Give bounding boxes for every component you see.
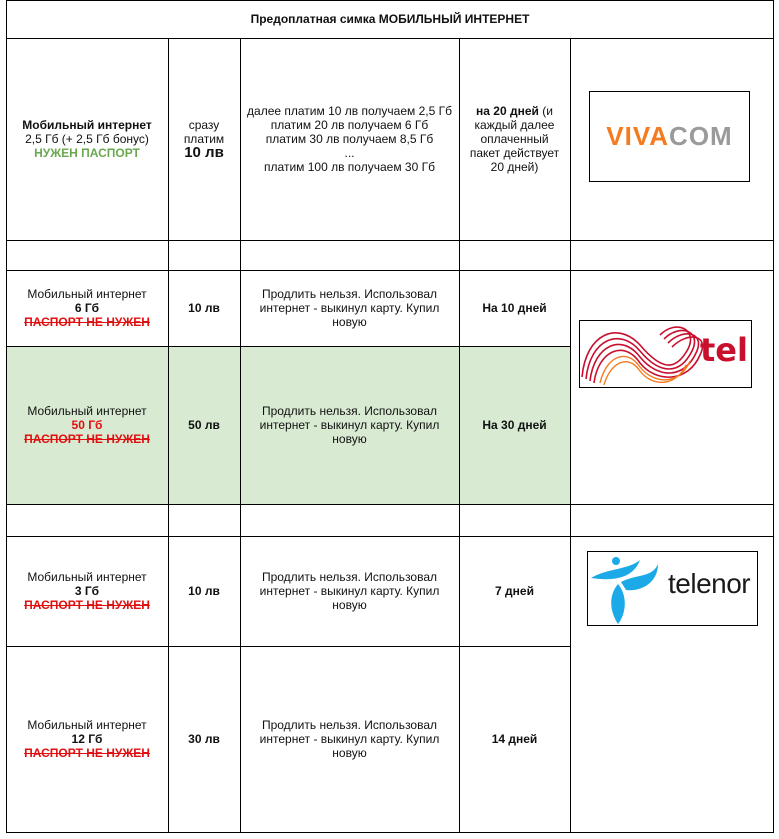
- mtel-logo: [579, 320, 752, 388]
- vivacom-price: 10 лв: [184, 144, 224, 161]
- mtel-plan-name: Мобильный интернет: [27, 287, 147, 301]
- vivacom-plan-name: Мобильный интернет: [22, 118, 152, 132]
- mtel-price: 50 лв: [188, 418, 220, 432]
- telenor-passport-note: ПАСПОРТ НЕ НУЖЕН: [24, 598, 150, 612]
- mtel-renew: Продлить нельзя. Использовал интернет - выкинул карту. Купил новую: [259, 404, 440, 446]
- mtel-duration: На 10 дней: [482, 301, 547, 315]
- telenor-renew: Продлить нельзя. Использовал интернет - выкинул карту. Купил новую: [259, 570, 440, 612]
- vivacom-duration-rest: (и каждый далее оплаченный пакет действует 20 дней): [469, 104, 560, 174]
- mtel-plan-name: Мобильный интернет: [27, 404, 147, 418]
- telenor-plan-size: 3 Гб: [74, 584, 100, 598]
- vivacom-renew-cell: [240, 38, 459, 240]
- mtel-plan-cell: [6, 346, 168, 504]
- mtel-plan-size: 6 Гб: [74, 301, 100, 315]
- grid-line: [6, 832, 774, 833]
- grid-line: [6, 240, 774, 241]
- telenor-price: 10 лв: [188, 584, 220, 598]
- vivacom-logo-text-b: COM: [669, 121, 733, 151]
- telenor-plan-name: Мобильный интернет: [27, 570, 147, 584]
- telenor-logo: [587, 551, 758, 626]
- vivacom-plan-cell: [6, 38, 168, 240]
- telenor-passport-note: ПАСПОРТ НЕ НУЖЕН: [24, 746, 150, 760]
- mtel-passport-note: ПАСПОРТ НЕ НУЖЕН: [24, 432, 150, 446]
- vivacom-renew-line: далее платим 10 лв получаем 2,5 Гб: [247, 104, 452, 118]
- mtel-passport-note: ПАСПОРТ НЕ НУЖЕН: [24, 315, 150, 329]
- mtel-plan-cell: [6, 270, 168, 346]
- vivacom-plan-size: 2,5 Гб (+ 2,5 Гб бонус): [25, 132, 149, 146]
- telenor-duration: 14 дней: [491, 732, 538, 746]
- mtel-duration: На 30 дней: [482, 418, 547, 432]
- telenor-price: 30 лв: [188, 732, 220, 746]
- mtel-logo-text: tel: [700, 331, 748, 369]
- grid-line: [6, 504, 774, 505]
- vivacom-logo-text: [606, 121, 732, 152]
- telenor-plan-name: Мобильный интернет: [27, 718, 147, 732]
- telenor-renew: Продлить нельзя. Использовал интернет - выкинул карту. Купил новую: [259, 718, 440, 760]
- telenor-logo-text: telenor: [668, 568, 751, 599]
- grid-line: [168, 38, 169, 833]
- grid-line: [459, 38, 460, 833]
- grid-line: [6, 0, 774, 1]
- vivacom-renew-line: платим 100 лв получаем 30 Гб: [264, 160, 435, 174]
- grid-line: [6, 536, 774, 537]
- vivacom-logo: [589, 91, 750, 182]
- grid-line: [240, 38, 241, 833]
- grid-line: [6, 0, 7, 833]
- telenor-logo-mark: [588, 552, 662, 626]
- vivacom-renew-line: платим 20 лв получаем 6 Гб: [270, 118, 429, 132]
- vivacom-price-pre: сразу платим: [183, 118, 225, 146]
- vivacom-passport-note: НУЖЕН ПАСПОРТ: [34, 146, 140, 160]
- grid-line: [6, 646, 570, 647]
- vivacom-duration-cell: [459, 38, 570, 240]
- vivacom-renew-line: платим 30 лв получаем 8,5 Гб: [265, 132, 434, 146]
- vivacom-logo-text-a: VIVA: [606, 121, 670, 151]
- vivacom-duration-bold: на 20 дней: [476, 104, 539, 118]
- telenor-duration: 7 дней: [495, 584, 534, 598]
- mtel-plan-size: 50 Гб: [71, 418, 103, 432]
- vivacom-price-cell: [168, 38, 240, 240]
- table-title: Предоплатная симка МОБИЛЬНЫЙ ИНТЕРНЕТ: [250, 12, 530, 26]
- grid-line: [570, 38, 571, 833]
- telenor-plan-cell: [6, 646, 168, 832]
- vivacom-duration: [467, 104, 562, 174]
- grid-line: [6, 270, 774, 271]
- grid-line: [773, 0, 774, 833]
- tariff-table: [6, 0, 774, 834]
- grid-line: [6, 346, 570, 347]
- telenor-plan-size: 12 Гб: [71, 732, 103, 746]
- mtel-price: 10 лв: [188, 301, 220, 315]
- grid-line: [6, 38, 774, 39]
- telenor-plan-cell: [6, 536, 168, 646]
- mtel-renew: Продлить нельзя. Использовал интернет - выкинул карту. Купил новую: [259, 287, 440, 329]
- vivacom-renew-line: ...: [344, 146, 355, 160]
